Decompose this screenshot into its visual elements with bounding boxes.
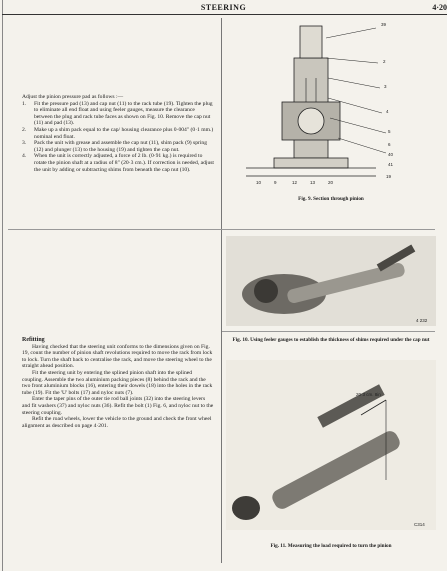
step-text: Pack the unit with grease and assemble the cap nut (11), shim pack (9) spring (12) and plunger (13) to the housing (19) and tighten the cap nut. (34, 140, 207, 153)
step-text: Fit the pressure pad (13) and cap nut (11) to the rack tube (19). Tighten the plug to eliminate all end float and using feeler gauges, measure the clearance between the plug and rack tube faces as shown on Fig. 10. Remove the cap nut (11) and pad (13). (34, 100, 213, 127)
step-number: 4. (22, 153, 27, 160)
refitting-paragraph: Fit the steering unit by entering the splined pinion shaft into the splined coupling. Assemble the two aluminium packing pieces (8) behind the rack and the two front aluminium blocks (16), entering their dowels (18) into the holes in the rack tube (19). Fit the 'U' bolts (17) and nyloc nuts (7). (22, 369, 213, 396)
section-divider-upper (8, 229, 435, 230)
header-divider (2, 14, 447, 15)
refitting-section (22, 337, 214, 429)
step-text: Make up a shim pack equal to the cap/ housing clearance plus 0·004" (0·1 mm.) nominal end float. (34, 126, 214, 140)
callout-label: 6 (388, 142, 391, 147)
callout-label: 40 (388, 152, 394, 157)
step-item (22, 140, 214, 153)
callout-label: 12 (292, 180, 298, 185)
figure-11-caption: Fig. 11. Measuring the load required to turn the pinion (270, 543, 392, 549)
page-title: STEERING (200, 3, 247, 12)
step-number: 3. (22, 140, 27, 147)
section-divider-right (222, 331, 435, 332)
callout-label: 41 (388, 162, 394, 167)
callout-label: 39 (381, 22, 387, 27)
step-item (22, 153, 214, 173)
figure-9-caption: Fig. 9. Section through pinion (298, 196, 364, 202)
step-item (22, 127, 214, 140)
step-item (22, 101, 214, 127)
callout-label: 5 (388, 129, 391, 134)
figure-10-caption: Fig. 10. Using feeler gauges to establish the thickness of shims required under the cap nut (232, 337, 430, 343)
column-divider (221, 18, 222, 563)
page-edge-line (2, 0, 3, 571)
figure-10-reference: 4 232 (416, 318, 428, 323)
callout-label: 3 (384, 84, 387, 89)
refitting-heading: Refitting (22, 337, 45, 343)
step-text: When the unit is correctly adjusted, a force of 2 lb. (0·91 kg.) is required to rotate the pinion shaft at a radius of 8" (20·3 cm.). If correction is needed, adjust the unit by adding or subtracting shims from beneath the cap nut (10). (34, 153, 214, 173)
callout-label: 9 (274, 180, 277, 185)
callout-label: 13 (310, 180, 316, 185)
callout-label: 19 (386, 174, 392, 179)
figure-11-load-measurement (226, 360, 436, 530)
callout-label: 4 (386, 109, 389, 114)
refitting-paragraph: Having checked that the steering unit conforms to the dimensions given on Fig. 19, count the number of pinion shaft revolutions required to move the rack from lock to lock. Turn the shaft back to centralise the rack, and move the steering wheel to the straight ahead position. (22, 343, 213, 370)
figure-9-pinion-section (226, 18, 438, 196)
dimension-label: 20·3 cm. 8in (356, 392, 381, 397)
intro-text: Adjust the pinion pressure pad as follows :— (22, 94, 124, 100)
step-number: 2. (22, 126, 27, 133)
refitting-paragraph: Enter the taper pins of the outer tie rod ball joints (32) into the steering levers and fit washers (37) and nyloc nuts (36). Refit the bolt (1) Fig. 6, and nyloc nut to the steering coupling. (22, 396, 214, 416)
figure-11-reference: C314 (414, 522, 425, 527)
steps-list (22, 101, 214, 174)
callout-label: 20 (328, 180, 334, 185)
figure-10-feeler-gauge-photo (226, 236, 436, 326)
page-number: 4·20 (432, 3, 447, 12)
step-number: 1. (22, 100, 27, 107)
adjustment-procedure (22, 94, 214, 173)
callout-label: 2 (383, 59, 386, 64)
refitting-paragraph: Refit the road wheels, lower the vehicle to the ground and check the front wheel alignment as described on page 4·201. (22, 416, 212, 429)
callout-label: 10 (256, 180, 262, 185)
